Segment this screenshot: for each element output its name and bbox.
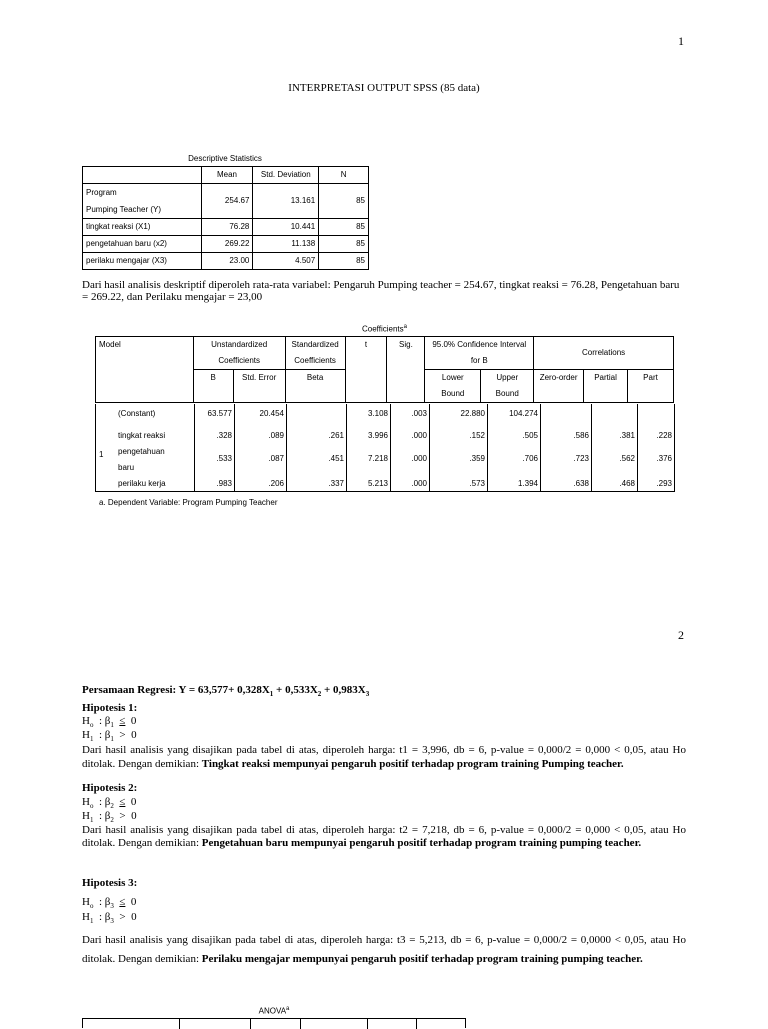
sym: 3 [110,902,114,911]
header-cell: N [319,167,369,184]
cell: 13.161 [253,184,319,219]
header-cell: Beta [285,370,345,403]
header-line: Bound [495,389,519,398]
hypothesis-3-paragraph [82,931,686,969]
sym: > [119,810,126,822]
divider [367,1019,368,1029]
header-line: Bound [441,389,465,398]
sym: H [82,911,90,923]
cell-upper: .706 [522,454,538,463]
paragraph-conclusion: Perilaku mengajar mempunyai pengaruh positif terhadap program training pumping teacher. [201,953,643,965]
sym: 2 [110,802,114,811]
regression-part: + 0,983X [321,684,366,696]
header-cell: Correlations [534,337,674,370]
sym: 0 [130,796,137,808]
regression-sub: 3 [365,690,370,699]
cell-b: .983 [216,479,232,488]
sym: : β [96,896,111,908]
cell: 4.507 [253,253,319,270]
regression-sub: 2 [317,690,322,699]
cell-se: 20.454 [259,409,284,418]
cell: 85 [319,253,369,270]
header-cell: Std. Error [233,370,285,403]
sym: ≤ [119,715,126,727]
cell-se: .087 [268,454,284,463]
regression-part: Persamaan Regresi: Y = 63,577+ 0,328X [82,684,270,696]
sym: 0 [130,896,137,908]
sym: : β [96,810,111,822]
row-label-line: baru [118,463,135,472]
row-label [83,184,202,219]
sym: 1 [89,917,94,926]
header-line: Coefficients [218,356,260,365]
divider [179,1019,180,1029]
header-cell: t [345,337,387,403]
header-line: Lower [441,373,464,382]
coefficients-title-text: Coefficients [362,324,404,334]
header-line: for B [470,356,488,365]
coefficients-table [95,336,674,403]
coefficients-footnote: a. Dependent Variable: Program Pumping Teacher [99,498,278,507]
anova-title-text: ANOVA [258,1006,287,1016]
cell: 23.00 [201,253,253,270]
divider [250,1019,251,1029]
cell-se: .089 [268,431,284,440]
sym: 2 [110,816,114,825]
cell-beta: .337 [328,479,344,488]
descriptive-table-title: Descriptive Statistics [188,154,262,163]
row-label-line: Program [86,188,117,197]
page-number: 2 [678,628,684,642]
page-number: 1 [678,34,684,48]
header-cell: Partial [584,370,628,403]
row-label-line: Pumping Teacher (Y) [86,205,161,214]
sym: ≤ [119,796,126,808]
coefficients-body [95,404,675,492]
regression-sub: 1 [269,690,274,699]
sym: 1 [89,816,94,825]
divider [637,404,638,491]
sym: ≤ [119,896,126,908]
sym: o [89,721,94,730]
coefficients-table-title [95,324,674,334]
paragraph-conclusion: Tingkat reaksi mempunyai pengaruh positif terhadap program training Pumping teacher. [201,758,624,770]
sym: o [89,802,94,811]
anova-title-sup: a [286,1006,290,1012]
cell: 11.138 [253,236,319,253]
header-line: Standardized [291,340,339,349]
sym: 0 [131,729,137,741]
header-cell [193,337,285,370]
paragraph-text: Dari hasil analisis yang disajikan pada tabel di atas, diperoleh harga: t2 = 7,218, db = 6, p-value = 0,000/2 = 0,000 < 0,05, atau Ho ditolak. Dengan demikian: [82,824,686,849]
sym: H [82,896,90,908]
sym: H [82,810,90,822]
anova-table-title [82,1006,466,1016]
row-label: perilaku kerja [118,479,166,488]
header-cell: Mean [201,167,253,184]
header-line: 95.0% Confidence Interval [432,340,527,349]
hypothesis-2-heading: Hipotesis 2: [82,782,138,794]
row-label: tingkat reaksi [118,431,166,440]
row-label: perilaku mengajar (X3) [83,253,202,270]
cell-partial: .381 [619,431,635,440]
cell-se: .206 [268,479,284,488]
cell-beta: .451 [328,454,344,463]
header-cell: Sig. [387,337,425,403]
header-line: Coefficients [294,356,336,365]
cell-b: 63.577 [207,409,232,418]
cell: 254.67 [201,184,253,219]
cell-upper: 104.274 [509,409,538,418]
cell: 85 [319,184,369,219]
cell: 269.22 [201,236,253,253]
cell-sig: .000 [411,479,427,488]
coefficients-title-sup: a [403,324,407,330]
table-header-row [83,167,369,184]
cell-partial: .468 [619,479,635,488]
table-header-row [96,337,674,370]
sym: 0 [131,810,137,822]
cell-zero: .723 [573,454,589,463]
cell-t: 3.108 [367,409,388,418]
cell-b: .533 [216,454,232,463]
page-title: INTERPRETASI OUTPUT SPSS (85 data) [288,82,480,94]
sym: > [119,729,126,741]
divider [540,404,541,491]
regression-equation [82,684,369,700]
header-cell: Std. Deviation [253,167,319,184]
paragraph-text: Dari hasil analisis yang disajikan pada tabel di atas, diperoleh harga: t3 = 5,213, db = 6, p-value = 0,000/2 = 0,0000 < 0,05, atau Ho ditolak. Dengan demikian: [82,934,686,965]
row-label: tingkat reaksi (X1) [83,219,202,236]
cell-zero: .586 [573,431,589,440]
sym: 0 [130,715,137,727]
sym: H [82,796,90,808]
hypothesis-2-paragraph [82,824,686,850]
hypothesis-3-heading: Hipotesis 3: [82,877,138,889]
cell-part: .293 [656,479,672,488]
descriptive-paragraph: Dari hasil analisis deskriptif diperoleh rata-rata variabel: Pengaruh Pumping teacher = 254.67, tingkat reaksi = 76.28, Pengetahuan baru = 269.22, dan Perilaku mengajar = 23,00 [82,279,680,303]
header-cell: Zero-order [534,370,584,403]
model-number: 1 [99,450,104,459]
cell-lower: .152 [469,431,485,440]
hypothesis-1-heading: Hipotesis 1: [82,702,138,714]
paragraph-conclusion: Pengetahuan baru mempunyai pengaruh positif terhadap program training pumping teacher. [201,837,642,849]
cell-sig: .003 [411,409,427,418]
divider [591,404,592,491]
row-label: (Constant) [118,409,156,418]
paragraph-text: Dari hasil analisis yang disajikan pada tabel di atas, diperoleh harga: t1 = 3,996, db = 6, p-value = 0,000/2 = 0,000 < 0,05, atau Ho ditolak. Dengan demikian: [82,744,686,770]
cell: 85 [319,236,369,253]
sym: : β [96,796,111,808]
header-cell [425,337,534,370]
row-label: pengetahuan baru (x2) [83,236,202,253]
cell-upper: .505 [522,431,538,440]
sym: 1 [110,735,114,744]
sym: 1 [110,721,114,730]
header-cell: Part [628,370,674,403]
cell-b: .328 [216,431,232,440]
cell-zero: .638 [573,479,589,488]
sym: H [82,715,90,727]
table-row [83,219,369,236]
header-cell [481,370,534,403]
cell-t: 3.996 [367,431,388,440]
row-label [118,444,165,476]
cell-part: .228 [656,431,672,440]
header-cell: Model [96,337,194,403]
table-row [83,253,369,270]
sym: 0 [131,911,137,923]
sym: 3 [110,917,114,926]
cell-lower: .359 [469,454,485,463]
sym: : β [96,729,111,741]
anova-table [82,1018,466,1028]
cell-sig: .000 [411,431,427,440]
cell-partial: .562 [619,454,635,463]
regression-part: + 0,533X [273,684,318,696]
hypothesis-3-ha [82,911,137,928]
header-cell [425,370,481,403]
table-row [83,184,369,219]
header-line: Unstandardized [211,340,268,349]
descriptive-table [82,166,369,270]
cell-beta: .261 [328,431,344,440]
cell-lower: .573 [469,479,485,488]
header-line: Upper [496,373,519,382]
cell-upper: 1.394 [517,479,538,488]
sym: H [82,729,90,741]
divider [416,1019,417,1029]
table-row [83,236,369,253]
sym: 1 [89,735,94,744]
hypothesis-1-paragraph [82,743,686,771]
cell-t: 5.213 [367,479,388,488]
divider [300,1019,301,1029]
cell-lower: 22.880 [460,409,485,418]
header-cell [285,337,345,370]
cell-part: .376 [656,454,672,463]
sym: > [119,911,126,923]
cell: 10.441 [253,219,319,236]
sym: : β [96,715,111,727]
row-label-line: pengetahuan [118,447,165,456]
cell: 76.28 [201,219,253,236]
divider [286,404,287,491]
cell: 85 [319,219,369,236]
sym: : β [96,911,111,923]
header-cell: B [193,370,233,403]
sym: o [89,902,94,911]
cell-t: 7.218 [367,454,388,463]
cell-sig: .000 [411,454,427,463]
header-cell [83,167,202,184]
